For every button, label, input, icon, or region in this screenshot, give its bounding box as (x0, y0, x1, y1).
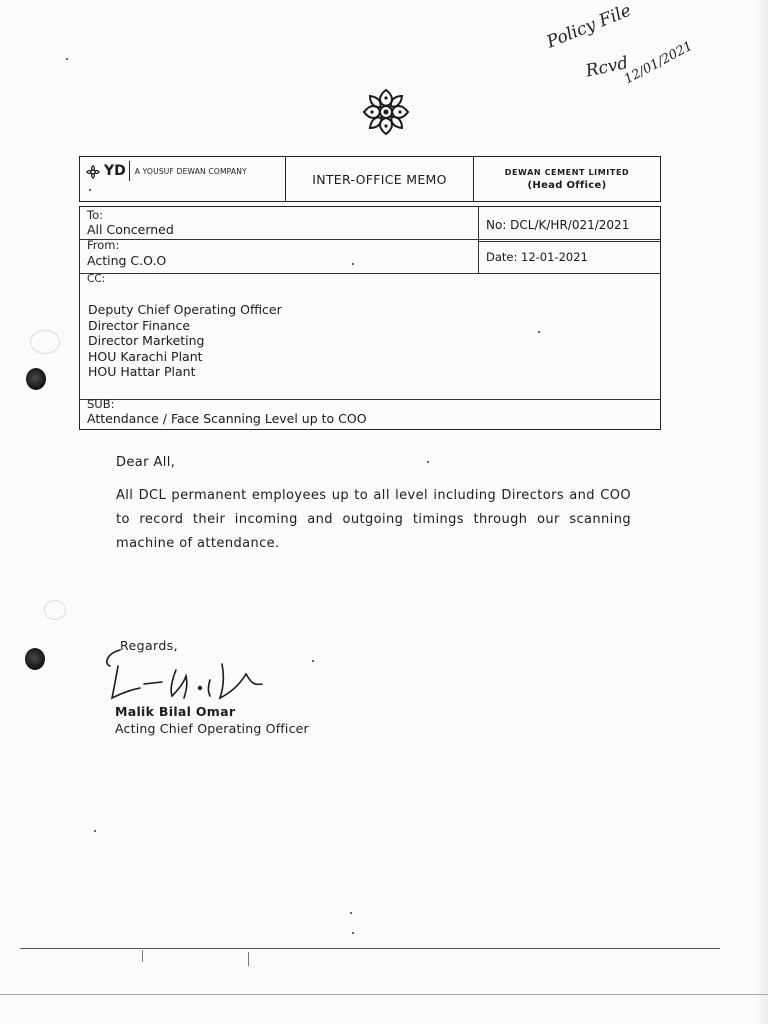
from-label: From: (87, 238, 120, 252)
punch-hole-mark (44, 600, 66, 620)
memo-body: All DCL permanent employees up to all level including Directors and COO to record their incoming and outgoing timings through our scanning machine of attendance. (116, 488, 631, 551)
ornamental-rosette-emblem-icon (360, 86, 412, 138)
speck (352, 932, 354, 934)
cc-item: Deputy Chief Operating Officer (88, 302, 282, 317)
handwritten-received: Rcvd (584, 53, 631, 82)
cc-item: HOU Karachi Plant (88, 348, 203, 364)
punch-hole (25, 648, 45, 670)
memo-date: Date: 12-01-2021 (486, 250, 588, 264)
yd-logo (86, 161, 247, 181)
from-value: Acting C.O.O (87, 253, 167, 268)
speck (538, 331, 540, 333)
speck (350, 912, 352, 914)
memo-number: No: DCL/K/HR/021/2021 (486, 218, 630, 232)
divider (80, 239, 660, 240)
handwritten-policy-file: Policy File (544, 0, 635, 53)
speck (352, 263, 354, 265)
cc-list (88, 302, 282, 380)
punch-hole-mark (30, 330, 60, 354)
memo-header-table (79, 156, 661, 202)
cc-item: Director Marketing (88, 333, 205, 348)
divider (478, 241, 660, 242)
company-name: DEWAN CEMENT LIMITED (504, 167, 630, 177)
memo-details-table (79, 206, 661, 430)
speck (94, 830, 96, 832)
speck (312, 660, 314, 662)
divider (478, 207, 479, 273)
handwritten-date: 12/01/2021 (622, 38, 696, 88)
subject-value: Attendance / Face Scanning Level up to COO (87, 411, 367, 426)
speck (89, 189, 91, 191)
cc-label: CC: (87, 273, 106, 285)
punch-hole (26, 368, 46, 390)
memo-title-cell (286, 157, 474, 201)
yd-logo-text: YD (101, 161, 130, 181)
cc-item: HOU Hattar Plant (88, 364, 196, 379)
scan-edge-shadow (754, 0, 768, 1024)
yd-flower-icon (86, 164, 100, 178)
speck (427, 461, 429, 463)
logo-tagline: A YOUSUF DEWAN COMPANY (134, 166, 247, 176)
signatory-name: Malik Bilal Omar (115, 704, 236, 719)
divider (80, 273, 660, 274)
bottom-tick (142, 950, 143, 962)
to-label: To: (87, 208, 103, 222)
closing: Regards, (120, 638, 178, 653)
to-value: All Concerned (87, 222, 174, 237)
handwritten-signature (100, 644, 270, 706)
divider (80, 399, 660, 400)
bottom-rule (20, 948, 720, 949)
handwritten-annotation (540, 0, 740, 98)
memo-title: INTER-OFFICE MEMO (312, 171, 447, 187)
signatory-title: Acting Chief Operating Officer (115, 721, 309, 736)
bottom-rule (0, 994, 768, 995)
company-office: (Head Office) (527, 179, 607, 191)
bottom-tick (248, 952, 249, 966)
salutation: Dear All, (116, 455, 176, 470)
sub-label: SUB: (87, 397, 115, 411)
company-cell (474, 157, 660, 201)
logo-cell (80, 157, 286, 201)
cc-item: Director Finance (88, 317, 191, 333)
speck (66, 58, 68, 60)
